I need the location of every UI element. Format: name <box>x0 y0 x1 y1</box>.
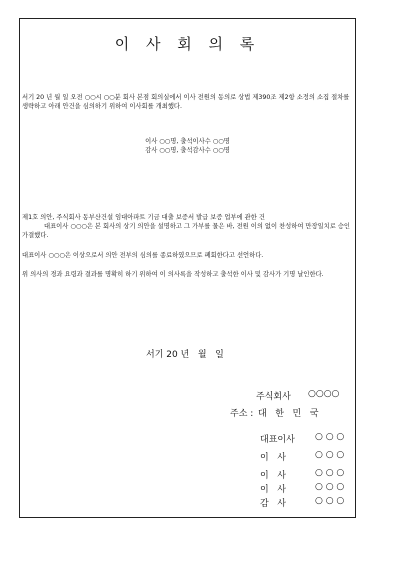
intro-paragraph: 서기 20 년 월 일 오전 ○○시 ○○분 회사 본점 회의실에서 이사 전원의 동의로 상법 제390조 제2항 소정의 소집 절차를 생략하고 아래 안건을 심의하기 위하여 이사회를 개최했다. <box>22 94 350 110</box>
closing-statement: 대표이사 ○○○은 이상으로서 의안 전부의 심의를 종료하였으므로 폐회한다고 선언하다. <box>22 252 264 259</box>
agenda-title: 제1호 의안, 주식회사 동부산건설 임대아파트 기금 대출 보증서 발급 보증 업부에 관한 건 <box>22 214 265 221</box>
document-title: 이 사 회 의 록 <box>114 35 261 53</box>
signatory-name: ○ ○ ○ <box>315 450 345 460</box>
address-label: 주소 : <box>230 409 254 419</box>
record-note: 위 의사의 경과 요령과 결과를 명확히 하기 위하여 이 의사록을 작성하고 출석한 이사 및 감사가 기명 날인한다. <box>22 271 324 278</box>
company-label: 주식회사 <box>256 392 291 402</box>
agenda-description: 대표이사 ○○○은 본 회사의 상기 의안을 설명하고 그 가부를 물은 바, 전원 이의 없이 찬성하여 만장일치로 승인 가결했다. <box>22 223 350 239</box>
signatory-role: 이 사 <box>260 453 286 463</box>
signatory-role: 감 사 <box>260 499 286 509</box>
signatory-name: ○ ○ ○ <box>315 468 345 478</box>
attendance-directors: 이사 ○○명, 출석이사수 ○○명 <box>145 138 230 145</box>
signatory-role: 대표이사 <box>260 435 295 445</box>
date-line: 서기 20 년 월 일 <box>146 350 224 360</box>
attendance-auditors: 감사 ○○명, 출석감사수 ○○명 <box>145 147 230 154</box>
signatory-name: ○ ○ ○ <box>315 482 345 492</box>
signatory-name: ○ ○ ○ <box>315 496 345 506</box>
signatory-role: 이 사 <box>260 471 286 481</box>
company-name: ○○○○ <box>308 389 340 399</box>
address-value: 대 한 민 국 <box>258 409 319 419</box>
signatory-role: 이 사 <box>260 485 286 495</box>
document-page <box>19 18 356 518</box>
signatory-name: ○ ○ ○ <box>315 432 345 442</box>
